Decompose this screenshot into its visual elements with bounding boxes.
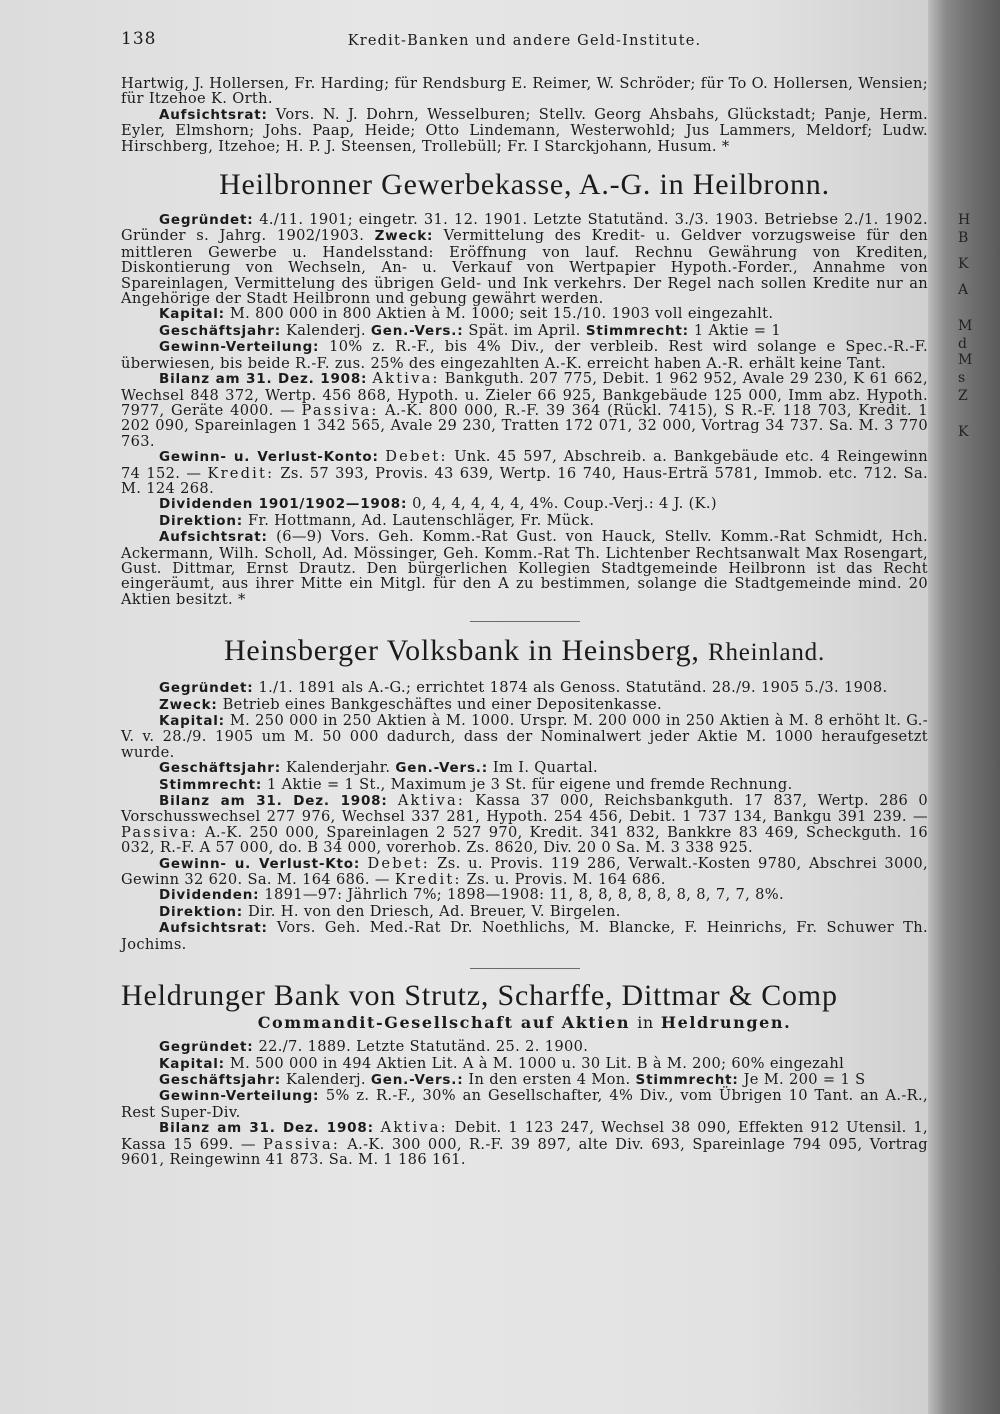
right-page-fragment: Z xyxy=(958,388,968,404)
entry-text: Rheinland. xyxy=(708,639,826,667)
entry-text: Fr. Hottmann, Ad. Lautenschläger, Fr. Mück. xyxy=(248,511,595,529)
entry-label: Stimmrecht: xyxy=(159,776,263,793)
entry-kapital xyxy=(121,306,928,322)
entry-label: Direktion: xyxy=(159,512,243,529)
entry-text: 10% z. R.-F., bis 4% Div., der verbleib. Rest wird solange e Spec.-R.-F. überwiesen, bis beide R.-F. zus. 25% des eingezahlten A.-K. erreicht haben A.-R. erhält keine Tant. xyxy=(121,338,928,372)
entry-gegruendet xyxy=(121,212,928,306)
entry-zweck xyxy=(121,697,928,713)
section-heinsberger xyxy=(121,680,928,952)
entry-keyword: Kredit: xyxy=(207,464,275,482)
entry-text: Kassa 37 000, Reichsbankguth. 17 837, Wertp. 286 0 Vorschusswechsel 277 976, Wechsel 337 281, Hypoth. 254 456, Debit. 1 737 134, Bankgu 391 239. — xyxy=(121,792,928,826)
entry-label: Zweck: xyxy=(159,696,218,713)
section-heldrunger xyxy=(121,1039,928,1167)
right-page-edge xyxy=(928,0,1000,1414)
entry-kapital xyxy=(121,1056,928,1072)
entry-label: Gegründet: xyxy=(159,680,254,697)
section-heilbronner xyxy=(121,212,928,607)
entry-label: Kapital: xyxy=(159,713,225,729)
entry-keyword: Debet: xyxy=(367,854,430,872)
entry-text: Dir. H. von den Driesch, Ad. Breuer, V. Birgelen. xyxy=(248,902,621,920)
entry-label: Bilanz am 31. Dez. 1908: xyxy=(159,793,388,810)
entry-label: Gen.-Vers.: xyxy=(370,1071,464,1088)
carryover-text: Hartwig, J. Hollersen, Fr. Harding; für Rendsburg E. Reimer, W. Schröder; für To O. Hollersen, Wensien; für Itzehoe K. Orth. xyxy=(121,75,928,108)
entry-text: M. 250 000 in 250 Aktien à M. 1000. Urspr. M. 200 000 in 250 Aktien à M. 8 erhöht lt. G.-V. v. 28./9. 1905 um M. 50 000 dadurch, dass der Nominalwert jeder Aktie M. 1000 heraufgesetzt wurde. xyxy=(121,712,928,761)
entry-label: Dividenden 1901/1902—1908: xyxy=(159,496,408,513)
entry-text: Unk. 45 597, Abschreib. a. Bankgebäude etc. 4 Reingewinn 74 152. — xyxy=(121,448,928,482)
entry-text: Im I. Quartal. xyxy=(492,759,599,777)
right-page-fragment: B xyxy=(958,230,969,246)
entry-direktion xyxy=(121,904,928,920)
page-number: 138 xyxy=(121,29,157,49)
entry-label: Gewinn-Verteilung: xyxy=(159,339,320,356)
entry-aufsichtsrat xyxy=(121,920,928,952)
entry-gegruendet xyxy=(121,680,928,696)
entry-label: Gen.-Vers.: xyxy=(370,322,464,339)
entry-direktion xyxy=(121,513,928,529)
entry-aufsichtsrat xyxy=(121,529,928,607)
entry-label: Dividenden: xyxy=(159,887,260,904)
entry-text: in xyxy=(637,1013,654,1033)
entry-dividenden xyxy=(121,496,928,512)
entry-text: Kalenderjahr. xyxy=(285,759,391,777)
entry-label: Aufsichtsrat: xyxy=(159,529,268,546)
right-page-fragment: A xyxy=(958,282,969,298)
entry-keyword: Aktiva: xyxy=(372,370,440,388)
entry-text: 1 Aktie = 1 xyxy=(693,321,781,339)
entry-text: A.-K. 800 000, R.-F. 39 364 (Rückl. 7415), S R.-F. 118 703, Kredit. 1 202 090, Spareinlagen 1 342 565, Avale 29 230, Tratten 172 071, 32 000, Vortrag 34 737. Sa. M. 3 770 763. xyxy=(121,401,929,450)
carryover-entry xyxy=(121,76,928,154)
page-content xyxy=(121,30,928,1167)
entry-label: Geschäftsjahr: xyxy=(159,1071,281,1088)
entry-label: Geschäftsjahr: xyxy=(159,760,281,777)
running-head xyxy=(121,30,928,56)
entry-label: Gewinn- u. Verlust-Kto: xyxy=(159,855,361,872)
entry-bilanz xyxy=(121,793,928,856)
entry-gewinn-verlust xyxy=(121,449,928,496)
entry-gewinn-verteilung xyxy=(121,1088,928,1120)
entry-text: Vors. N. J. Dohrn, Wesselburen; Stellv. Georg Ahsbahs, Glückstadt; Panje, Herm. Eyler, Elmshorn; Johs. Paap, Heide; Otto Lindemann, Westerwohld; Jus Lammers, Meldorf; Ludw. Hirschberg, Itzehoe; H. P. J. Steensen, Trollebüll; Fr. I Starckjohann, Husum. * xyxy=(121,105,929,155)
entry-label: Bilanz am 31. Dez. 1908: xyxy=(159,1120,374,1137)
entry-text: Betrieb eines Bankgeschäftes und einer Depositenkasse. xyxy=(222,695,662,713)
entry-text: Zs. 57 393, Provis. 43 639, Wertp. 16 740, Haus-Ertrã 5781, Immob. etc. 712. Sa. M. 124 268. xyxy=(121,464,928,497)
entry-text: In den ersten 4 Mon. xyxy=(468,1070,631,1088)
entry-text: 4./11. 1901; eingetr. 31. 12. 1901. Letzte Statutänd. 3./3. 1903. Betriebse 2./1. 1902. Gründer s. Jahrg. 1902/1903. xyxy=(121,211,928,245)
entry-text: 0, 4, 4, 4, 4, 4, 4%. Coup.-Verj.: 4 J. (K.) xyxy=(412,495,717,513)
entry-label: Kapital: xyxy=(159,306,225,323)
carryover-aufsichtsrat xyxy=(121,107,928,154)
entry-bilanz xyxy=(121,1120,928,1167)
entry-text: Vermittelung des Kredit- u. Geldver vorzugsweise für den mittleren Gewerbe u. Handelsstand: Eröffnung von lauf. Rechnu Gewährung von Krediten, Diskontierung von Wechseln, An- u. Verkauf von Wertpapier Hypoth.-Forder., Annahme von Spareinlagen, Vermittelung des übrigen Geld- und Ink verkehrs. Der Regel nach sollen Kredite nur an Angehörige der Stadt Heilbronn und gebung gewährt werden. xyxy=(121,227,928,308)
entry-gewinn-verteilung xyxy=(121,339,928,371)
entry-keyword: Kredit: xyxy=(394,871,462,889)
entry-gewinn-verlust xyxy=(121,856,928,888)
entry-text: Heinsberger Volksbank in Heinsberg, xyxy=(223,634,700,668)
entry-text: Zs. u. Provis. 119 286, Verwalt.-Kosten 9780, Abschrei 3000, Gewinn 32 620. Sa. M. 164 686. — xyxy=(121,854,928,889)
entry-kapital xyxy=(121,713,928,760)
entry-text: Spät. im April. xyxy=(468,321,581,339)
entry-label: Gewinn- u. Verlust-Konto: xyxy=(159,449,379,466)
entry-text: 5% z. R.-F., 30% an Gesellschafter, 4% Div., vom Übrigen 10 Tant. an A.-R., Rest Super-Div. xyxy=(121,1087,928,1121)
entry-text: 1./1. 1891 als A.-G.; errichtet 1874 als Genoss. Statutänd. 28./9. 1905 5./3. 1908. xyxy=(258,679,888,697)
entry-text: Zs. u. Provis. M. 164 686. xyxy=(466,871,666,889)
entry-label: Geschäftsjahr: xyxy=(159,322,281,339)
entry-text: Debit. 1 123 247, Wechsel 38 090, Effekten 912 Utensil. 1, Kassa 15 699. — xyxy=(121,1119,929,1153)
entry-label: Stimmrecht: xyxy=(635,1071,739,1088)
entry-label: Gewinn-Verteilung: xyxy=(159,1088,320,1105)
entry-label: Bilanz am 31. Dez. 1908: xyxy=(159,371,368,388)
entry-geschaeftsjahr xyxy=(121,1072,928,1088)
entry-text: Kalenderj. xyxy=(285,321,366,339)
entry-label: Gegründet: xyxy=(159,1039,254,1056)
entry-label: Gen.-Vers.: xyxy=(395,760,488,777)
entry-bilanz xyxy=(121,371,928,449)
entry-label: Aufsichtsrat: xyxy=(159,106,268,123)
right-page-fragment: d xyxy=(958,336,967,352)
entry-text: Je M. 200 = 1 S xyxy=(743,1070,866,1088)
entry-label: Aufsichtsrat: xyxy=(159,920,268,937)
running-head-title: Kredit-Banken und andere Geld-Institute. xyxy=(347,33,702,49)
entry-keyword: Debet: xyxy=(385,448,448,466)
entry-stimmrecht xyxy=(121,777,928,793)
section-subtitle-heldrunger xyxy=(121,1013,928,1033)
right-page-fragment: K xyxy=(958,256,969,272)
entry-text: (6—9) Vors. Geh. Komm.-Rat Gust. von Hauck, Stellv. Komm.-Rat Schmidt, Hch. Ackermann, Wilh. Scholl, Ad. Mössinger, Geh. Komm.-Rat Th. Lichtenber Rechtsanwalt Max Rosengart, Gust. Dittmar, Ernst Drautz. Den bürgerlichen Kollegien Stadtgemeinde Heilbronn ist das Recht eingeräumt, aus ihrer Mitte ein Mitgl. für den A zu bestimmen, solange die Stadtgemeinde mind. 20 Aktien besitzt. * xyxy=(121,528,928,608)
entry-label: Direktion: xyxy=(159,903,243,920)
entry-geschaeftsjahr xyxy=(121,760,928,776)
entry-text: Kalenderj. xyxy=(285,1070,366,1088)
entry-text: Heldrungen. xyxy=(660,1013,792,1033)
entry-gegruendet xyxy=(121,1039,928,1055)
entry-text: 1 Aktie = 1 St., Maximum je 3 St. für eigene und fremde Rechnung. xyxy=(267,775,793,793)
entry-text: M. 800 000 in 800 Aktien à M. 1000; seit 15./10. 1903 voll eingezahlt. xyxy=(229,305,774,323)
section-title-heilbronner: Heilbronner Gewerbekasse, A.-G. in Heilbronn. xyxy=(219,168,830,202)
right-page-fragment: K xyxy=(958,424,969,440)
entry-dividenden xyxy=(121,887,928,903)
entry-text: Vors. Geh. Med.-Rat Dr. Noethlichs, M. Blancke, F. Heinrichs, Fr. Schuwer Th. Jochims. xyxy=(121,919,928,953)
entry-keyword: Passiva: xyxy=(301,401,379,419)
entry-geschaeftsjahr xyxy=(121,323,928,339)
entry-text: Commandit-Gesellschaft auf Aktien xyxy=(257,1013,631,1033)
right-page-fragment: s xyxy=(958,370,966,386)
section-title-heldrunger: Heldrunger Bank von Strutz, Scharffe, Dittmar & Comp xyxy=(121,979,838,1013)
entry-keyword: Passiva: xyxy=(121,823,198,841)
entry-text: 1891—97: Jährlich 7%; 1898—1908: 11, 8, 8, 8, 8, 8, 8, 8, 7, 7, 8%. xyxy=(264,886,784,904)
entry-text: 22./7. 1889. Letzte Statutänd. 25. 2. 1900. xyxy=(258,1038,589,1056)
entry-keyword: Aktiva: xyxy=(397,792,465,810)
right-page-fragment: M xyxy=(958,318,973,334)
entry-label: Stimmrecht: xyxy=(585,322,689,339)
section-title-heinsberger xyxy=(121,634,928,670)
entry-label: Gegründet: xyxy=(159,212,254,229)
entry-text: M. 500 000 in 494 Aktien Lit. A à M. 1000 u. 30 Lit. B à M. 200; 60% eingezahl xyxy=(229,1054,845,1072)
entry-text: Bankguth. 207 775, Debit. 1 962 952, Avale 29 230, K 61 662, Wechsel 848 372, Wertp. 456 868, Hypoth. u. Zieler 66 925, Bankgebäude 125 000, Imm abz. Hypoth. 7977, Geräte 4000. — xyxy=(121,370,928,419)
entry-label: Kapital: xyxy=(159,1055,225,1072)
right-page-fragment: H xyxy=(958,212,971,228)
entry-label: Zweck: xyxy=(374,228,434,245)
entry-keyword: Passiva: xyxy=(263,1135,340,1153)
entry-text: A.-K. 250 000, Spareinlagen 2 527 970, Kredit. 341 832, Bankkre 83 469, Scheckguth. 16 032, R.-F. A 57 000, do. B 34 000, vorerhob. Zs. 8620, Div. 20 0 Sa. M. 3 338 925. xyxy=(121,823,928,857)
entry-keyword: Aktiva: xyxy=(380,1119,448,1137)
right-page-fragment: M xyxy=(958,352,973,368)
entry-text: A.-K. 300 000, R.-F. 39 897, alte Div. 693, Spareinlage 794 095, Vortrag 9601, Reingewinn 41 873. Sa. M. 1 186 161. xyxy=(121,1135,928,1168)
